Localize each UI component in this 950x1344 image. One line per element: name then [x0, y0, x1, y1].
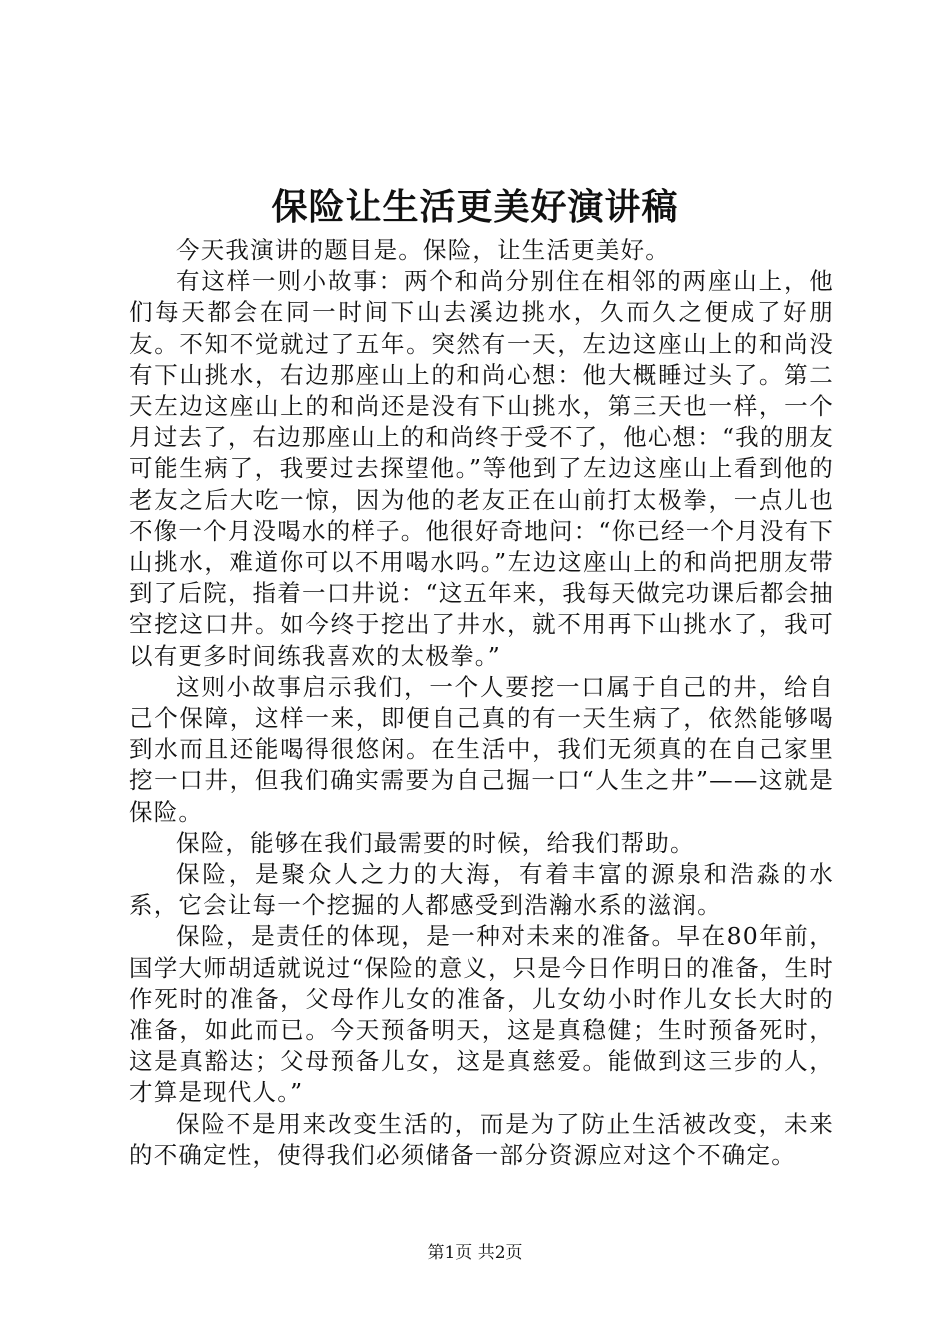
paragraph-7: 保险不是用来改变生活的，而是为了防止生活被改变，未来的不确定性，使得我们必须储备一部分资源应对这个不确定。: [129, 1109, 834, 1169]
paragraph-6: 保险，是责任的体现，是一种对未来的准备。早在80年前，国学大师胡适就说过“保险的意义，只是今日作明日的准备，生时作死时的准备，父母作儿女的准备，儿女幼小时作儿女长大时的准备，如此而已。今天预备明天，这是真稳健；生时预备死时，这是真豁达；父母预备儿女，这是真慈爱。能做到这三步的人，才算是现代人。”: [129, 922, 834, 1107]
document-body: [129, 235, 834, 1171]
paragraph-1: 今天我演讲的题目是。保险，让生活更美好。: [176, 236, 670, 264]
paragraph-3: 这则小故事启示我们，一个人要挖一口属于自己的井，给自己个保障，这样一来，即便自己真的有一天生病了，依然能够喝到水而且还能喝得很悠闲。在生活中，我们无须真的在自己家里挖一口井，但我们确实需要为自己掘一口“人生之井”——这就是保险。: [129, 672, 834, 826]
page-footer: 第1页 共2页: [427, 1243, 523, 1263]
document-title: 保险让生活更美好演讲稿: [271, 186, 679, 228]
paragraph-2: 有这样一则小故事：两个和尚分别住在相邻的两座山上，他们每天都会在同一时间下山去溪边挑水，久而久之便成了好朋友。不知不觉就过了五年。突然有一天，左边这座山上的和尚没有下山挑水，右边那座山上的和尚心想：他大概睡过头了。第二天左边这座山上的和尚还是没有下山挑水，第三天也一样，一个月过去了，右边那座山上的和尚终于受不了，他心想：“我的朋友可能生病了，我要过去探望他。”等他到了左边这座山上看到他的老友之后大吃一惊，因为他的老友正在山前打太极拳，一点儿也不像一个月没喝水的样子。他很好奇地问：“你已经一个月没有下山挑水，难道你可以不用喝水吗。”左边这座山上的和尚把朋友带到了后院，指着一口井说：“这五年来，我每天做完功课后都会抽空挖这口井。如今终于挖出了井水，就不用再下山挑水了，我可以有更多时间练我喜欢的太极拳。”: [129, 267, 834, 670]
paragraph-5: 保险，是聚众人之力的大海，有着丰富的源泉和浩淼的水系，它会让每一个挖掘的人都感受到浩瀚水系的滋润。: [129, 860, 834, 920]
paragraph-4: 保险，能够在我们最需要的时候，给我们帮助。: [176, 828, 695, 857]
